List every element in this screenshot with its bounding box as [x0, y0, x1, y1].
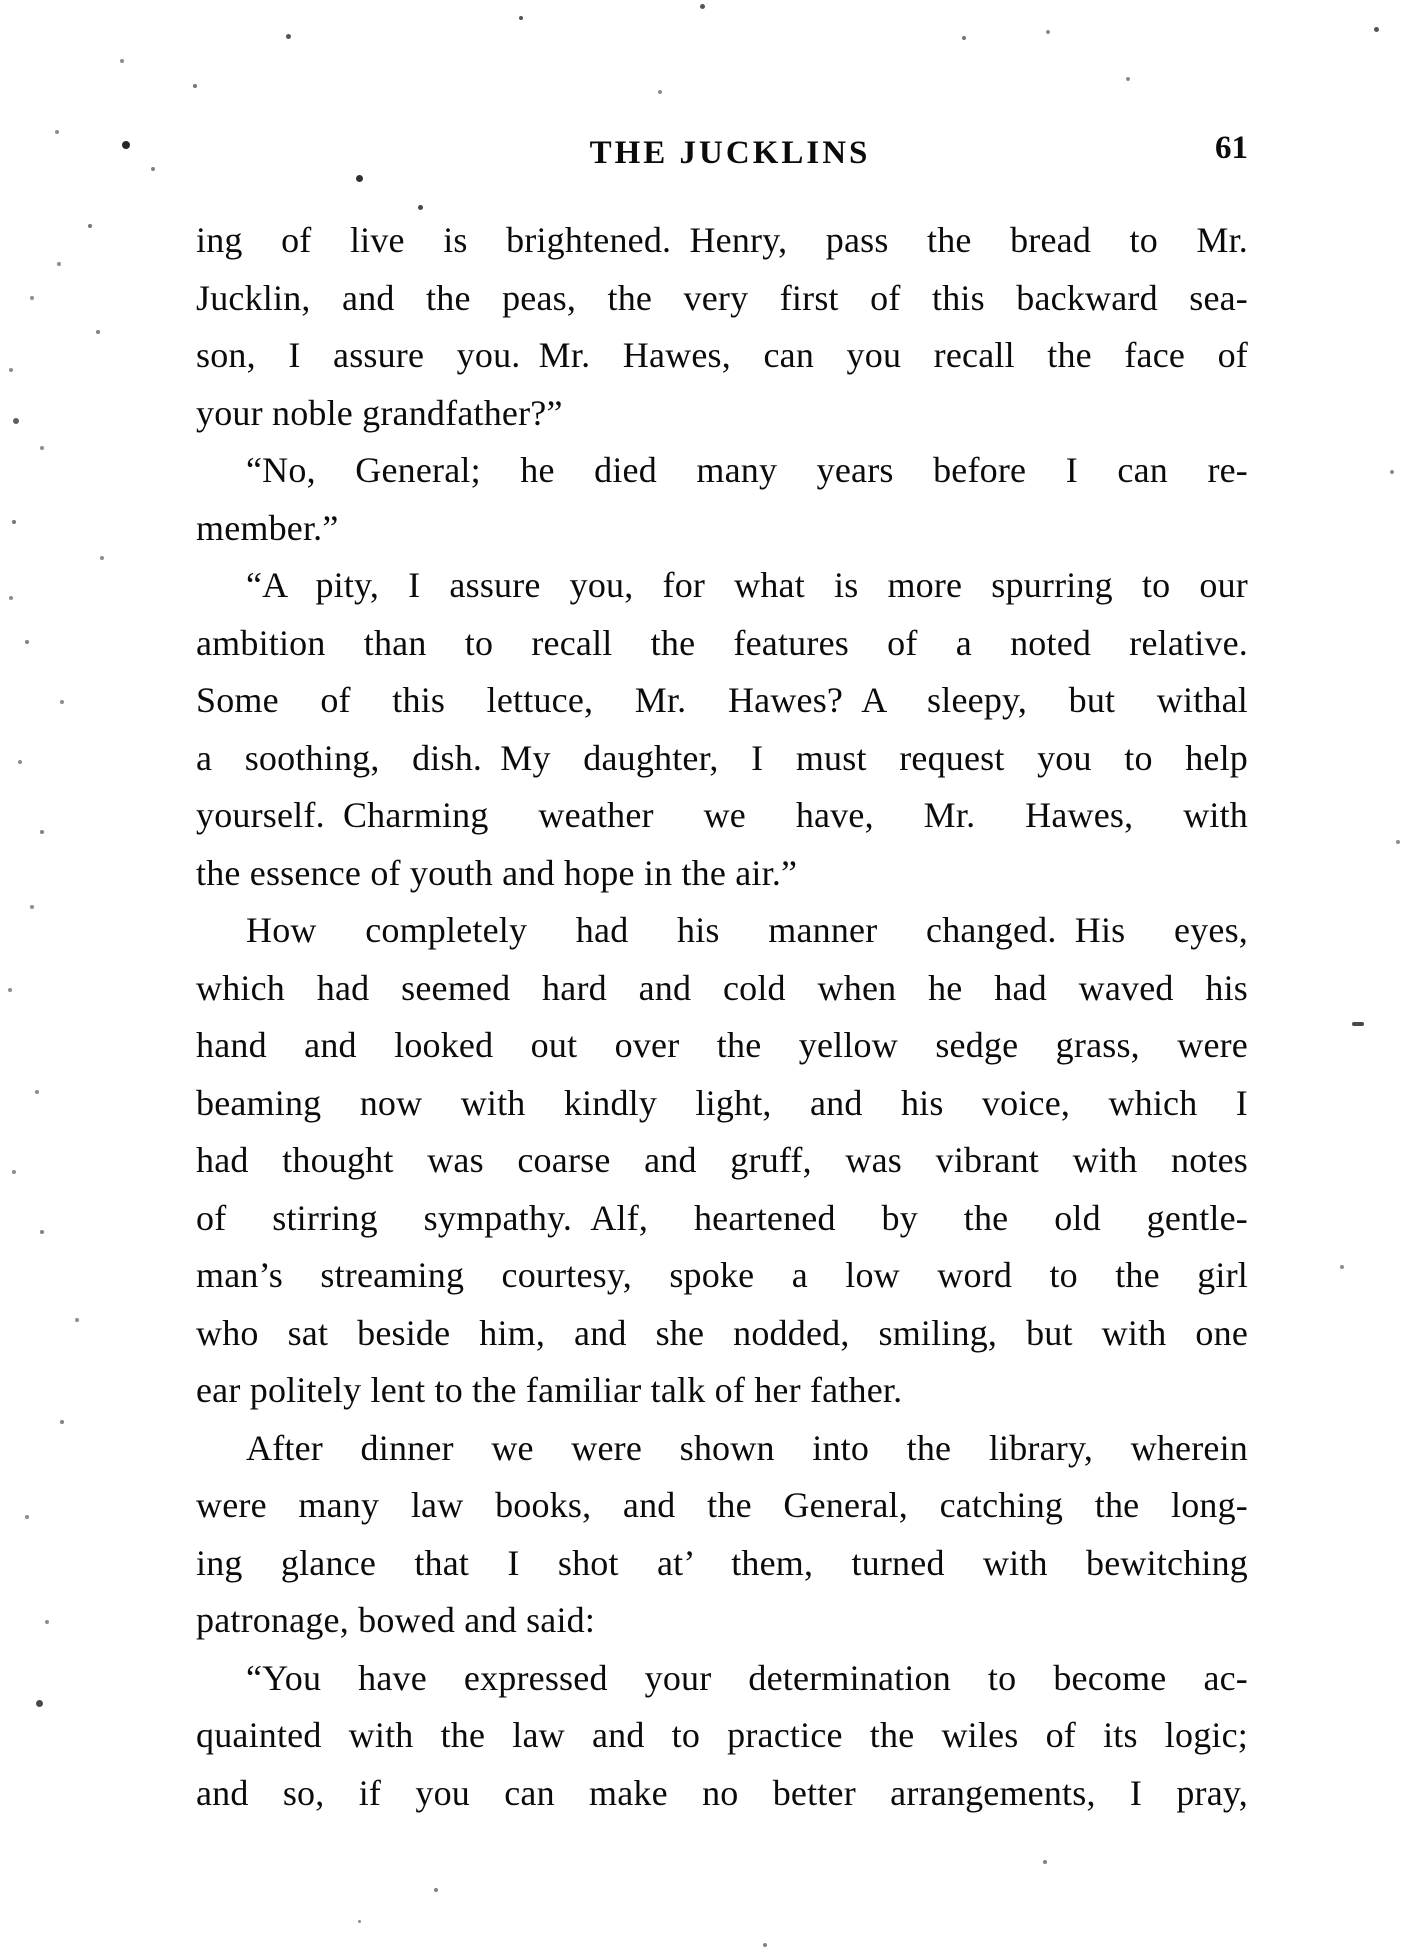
scan-speck	[12, 1170, 16, 1174]
text-line: the essence of youth and hope in the air.”	[196, 852, 798, 893]
scan-speck	[1340, 1265, 1344, 1269]
text-line: had thought was coarse and gruff, was vibrant with notes	[196, 1140, 1248, 1180]
scan-speck	[151, 167, 155, 171]
text-line: ing glance that I shot at’ them, turned with bewitching	[196, 1542, 1248, 1583]
scan-speck	[120, 59, 124, 63]
scan-speck	[1374, 27, 1379, 32]
scan-speck	[36, 1700, 43, 1707]
running-header-title: THE JUCKLINS	[589, 135, 871, 171]
text-line: patronage, bowed and said:	[196, 1600, 596, 1640]
scan-speck	[57, 262, 61, 266]
scan-speck	[30, 905, 34, 909]
text-line: ear politely lent to the familiar talk of her father.	[196, 1370, 903, 1410]
text-line: How completely had his manner changed. His eyes,	[246, 910, 1248, 950]
text-line: Some of this lettuce, Mr. Hawes? A sleepy, but withal	[196, 680, 1248, 720]
scan-speck	[60, 1420, 64, 1424]
text-line: Jucklin, and the peas, the very first of this backward sea-	[196, 277, 1248, 318]
scan-speck	[18, 760, 22, 764]
scan-speck	[40, 446, 44, 450]
paragraph	[196, 902, 1248, 1420]
text-line: which had seemed hard and cold when he had waved his	[196, 967, 1248, 1008]
scan-speck	[12, 520, 16, 524]
scan-speck	[25, 1515, 29, 1519]
scan-speck	[1390, 470, 1394, 474]
scan-speck	[13, 418, 19, 424]
paragraph	[196, 1420, 1248, 1650]
scan-speck	[193, 84, 197, 88]
scan-speck	[8, 988, 12, 992]
page-text-block	[196, 212, 1248, 1822]
text-line: beaming now with kindly light, and his voice, which I	[196, 1082, 1248, 1123]
scan-speck	[519, 16, 523, 20]
scan-speck	[358, 1920, 361, 1923]
text-line: and so, if you can make no better arrangements, I pray,	[196, 1772, 1248, 1813]
text-line: hand and looked out over the yellow sedge grass, were	[196, 1025, 1248, 1065]
text-line: who sat beside him, and she nodded, smiling, but with one	[196, 1312, 1248, 1353]
text-line: member.”	[196, 507, 339, 548]
scan-speck	[286, 34, 291, 39]
text-line: man’s streaming courtesy, spoke a low word to the girl	[196, 1255, 1248, 1295]
scan-speck	[658, 90, 662, 94]
scan-speck	[356, 175, 363, 182]
scan-speck	[45, 1620, 49, 1624]
scan-speck	[700, 4, 705, 9]
scan-speck	[1396, 840, 1400, 844]
scan-speck	[75, 1318, 79, 1322]
page-number: 61	[1215, 130, 1248, 166]
scan-speck	[55, 130, 59, 134]
text-line: quainted with the law and to practice the wiles of its logic;	[196, 1715, 1248, 1755]
text-line: After dinner we were shown into the library, wherein	[246, 1427, 1248, 1468]
scan-speck	[100, 556, 104, 560]
paragraph	[196, 442, 1248, 557]
scan-speck	[1043, 1860, 1047, 1864]
scan-speck	[88, 224, 92, 228]
scan-speck	[1126, 77, 1130, 81]
text-line: a soothing, dish. My daughter, I must request you to help	[196, 737, 1248, 778]
text-line: of stirring sympathy. Alf, heartened by the old gentle-	[196, 1197, 1248, 1238]
scan-speck	[30, 296, 34, 300]
text-line: “No, General; he died many years before I can re-	[246, 450, 1248, 490]
scan-speck	[1352, 1022, 1364, 1026]
scan-speck	[763, 1943, 767, 1947]
scan-speck	[418, 205, 423, 210]
text-line: were many law books, and the General, catching the long-	[196, 1485, 1248, 1525]
paragraph	[196, 212, 1248, 442]
text-line: ing of live is brightened. Henry, pass the bread to Mr.	[196, 220, 1248, 260]
scan-speck	[25, 640, 29, 644]
paragraph	[196, 557, 1248, 902]
text-line: ambition than to recall the features of a noted relative.	[196, 622, 1248, 663]
scan-speck	[35, 1090, 39, 1094]
scan-speck	[1046, 30, 1050, 34]
paragraph	[196, 1650, 1248, 1823]
text-line: yourself. Charming weather we have, Mr. Hawes, with	[196, 795, 1248, 835]
text-line: “You have expressed your determination to become ac-	[246, 1657, 1248, 1698]
scan-speck	[40, 830, 44, 834]
scan-speck	[434, 1888, 438, 1892]
scan-speck	[60, 700, 64, 704]
text-line: “A pity, I assure you, for what is more spurring to our	[246, 565, 1248, 605]
scan-speck	[122, 141, 130, 149]
scan-speck	[962, 36, 966, 40]
scan-speck	[40, 1230, 44, 1234]
scan-speck	[9, 596, 13, 600]
scan-speck	[96, 330, 100, 334]
text-line: your noble grandfather?”	[196, 392, 563, 433]
text-line: son, I assure you. Mr. Hawes, can you recall the face of	[196, 335, 1248, 375]
scan-speck	[9, 368, 13, 372]
